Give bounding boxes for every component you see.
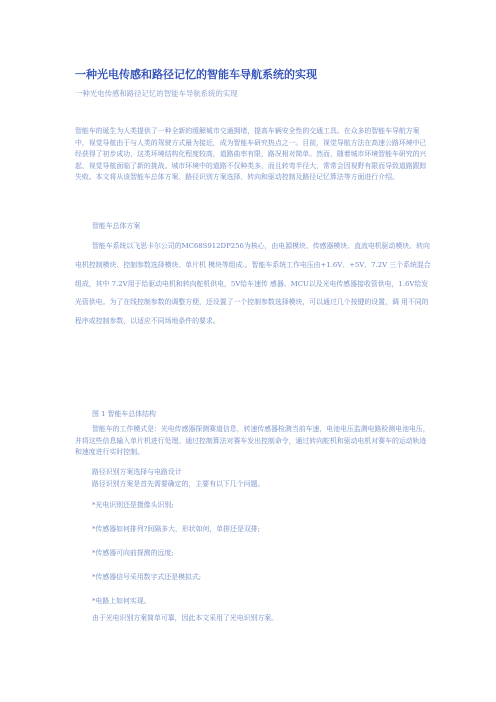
system-paragraph: 智能车系统以飞思卡尔公司的MC68S912DP256为核心，由电源模块、传感器模块、直流电机驱动模块、转向电机控制模块、控制参数选择模块、单片机 模块等组成.。智能车系统工作电压由+1.6V、+5V、7.2V 三个系统混合组成，其中 7.2V用于给驱动电机和转向舵机供电，5V给车速传 感器、MCU以及光电传感器接收管供电，1.6V给发光管供电。为了在线控制参数的调整方便，还设置了一个控制参数选择模块，可以通过几个按键的设置，调 用不同的程序或控制参数，以适应不同场地条件的要求。 — [75, 242, 431, 326]
intro-paragraph: 智能车的诞生为人类提供了一种全新的缓解城市交通拥堵，提高车辆安全性的交通工具。在众多的智能车导航方案中，视觉导航由于与人类的驾驶方式最为接近，成为智能车研究热点之一。目前，视觉导航方法在高速公路环境中已经获得了初步成功，这类环境结构化程度较高，道路曲率有限，路况相对简单。然而，随着城市环境智能车研究的兴起，视觉导航面临了新的挑战。城市环境中的道路不仅种类多，而且转弯半径大，常常会因视野有限而导致道路跟踪失败。本文将从该智能车总体方案、路径识别方案选择、转向和驱动控制及路径记忆算法等方面进行介绍。 — [75, 127, 427, 182]
list-item: *传感器信号采用数字式还是模拟式; — [92, 573, 202, 581]
list-item: *光电识别还是摄像头识别; — [92, 501, 174, 509]
page-subtitle: 一种光电传感和路径记忆的智能车导航系统的实现 — [75, 89, 238, 98]
page-title: 一种光电传感和路径记忆的智能车导航系统的实现 — [75, 68, 317, 81]
list-item: *电路上如何实现。 — [92, 597, 151, 605]
work-mode-paragraph: 智能车的工作模式是：光电传感器探测赛道信息，转速传感器检测当前车速，电池电压监测电路检测电池电压，并将这些信息输入单片机进行处理。通过控制算法对赛车发出控制命令，通过转向舵机和驱动电机对赛车的运动轨迹和速度进行实时控制。 — [75, 425, 430, 457]
list-item: *传感器如何排列?间隔多大、形状如何，单排还是双排; — [92, 525, 260, 533]
figure-caption: 图 1 智能车总体结构 — [92, 410, 156, 418]
list-item: *传感器可向前探测的远度; — [92, 549, 174, 557]
section-heading-path-recognition: 路径识别方案选择与电路设计 — [92, 468, 182, 476]
section-heading-overall-scheme: 智能车总体方案 — [92, 222, 141, 230]
path-recognition-intro: 路径识别方案是首先需要确定的，主要有以下几个问题。 — [92, 480, 265, 488]
closing-paragraph: 由于光电识别方案简单可靠，因此本文采用了光电识别方案。 — [92, 614, 279, 622]
